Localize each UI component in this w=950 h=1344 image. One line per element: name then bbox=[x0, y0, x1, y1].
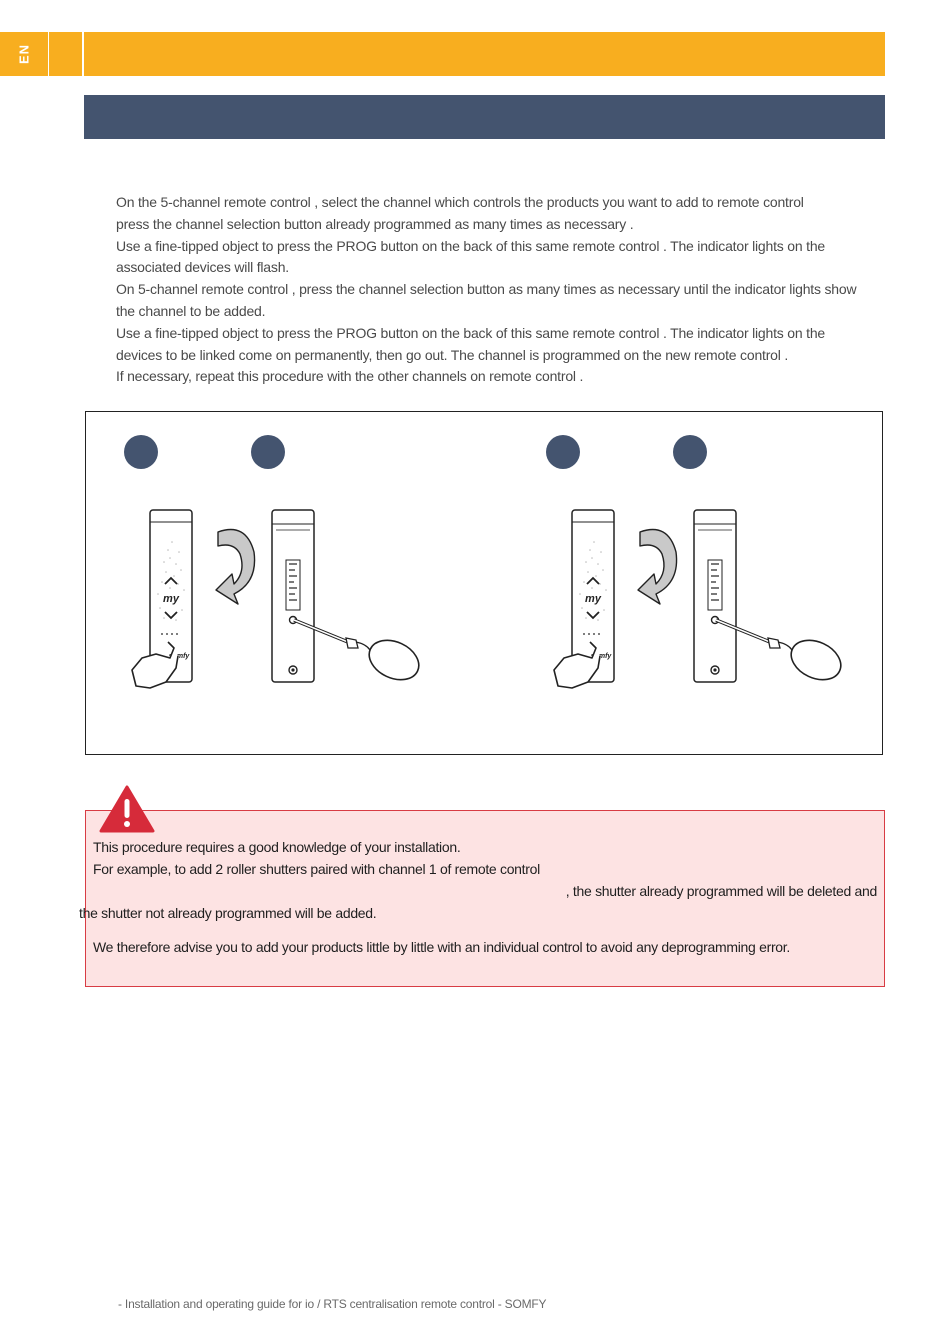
header-separator bbox=[48, 32, 83, 76]
step-line: the channel to be added. bbox=[116, 302, 266, 319]
warning-line: the shutter not already programmed will be added. bbox=[79, 905, 377, 921]
step-line: If necessary, repeat this procedure with the other channels on remote control . bbox=[116, 368, 584, 385]
warning-advice: We therefore advise you to add your products little by little with an individual control to avoid any deprogramming error. bbox=[93, 939, 790, 955]
step-line: On the 5-channel remote control , select the channel which controls the products you want to add to remote control bbox=[116, 194, 804, 210]
illustration-drawing bbox=[86, 412, 884, 756]
step-line: associated devices will flash. bbox=[116, 259, 289, 276]
instruction-steps bbox=[116, 192, 886, 388]
warning-line: For example, to add 2 roller shutters paired with channel 1 of remote control bbox=[93, 861, 540, 877]
warning-triangle-icon bbox=[98, 784, 156, 834]
warning-line bbox=[93, 880, 883, 902]
step-line: Use a fine-tipped object to press the PROG button on the back of this same remote control . The indicator lights on the bbox=[116, 324, 826, 341]
page-footer: - Installation and operating guide for io / RTS centralisation remote control - SOMFY bbox=[118, 1297, 547, 1311]
step-line: Use a fine-tipped object to press the PROG button on the back of this same remote control . The indicator lights on the bbox=[116, 237, 826, 254]
language-tab bbox=[0, 32, 48, 76]
warning-line-continued: , the shutter already programmed will be deleted and bbox=[565, 883, 877, 899]
step-line: On 5-channel remote control , press the channel selection button as many times as necessary until the indicator lights show bbox=[116, 281, 857, 298]
warning-line: This procedure requires a good knowledge of your installation. bbox=[93, 839, 461, 855]
illustration-panel bbox=[85, 411, 883, 755]
header-bar bbox=[84, 32, 885, 76]
step-line: devices to be linked come on permanently, then go out. The channel is programmed on the new remote control . bbox=[116, 346, 789, 363]
language-code: EN bbox=[16, 43, 32, 65]
warning-text bbox=[79, 836, 883, 958]
step-line: press the channel selection button already programmed as many times as necessary . bbox=[116, 215, 634, 232]
section-title-bar bbox=[84, 95, 885, 139]
